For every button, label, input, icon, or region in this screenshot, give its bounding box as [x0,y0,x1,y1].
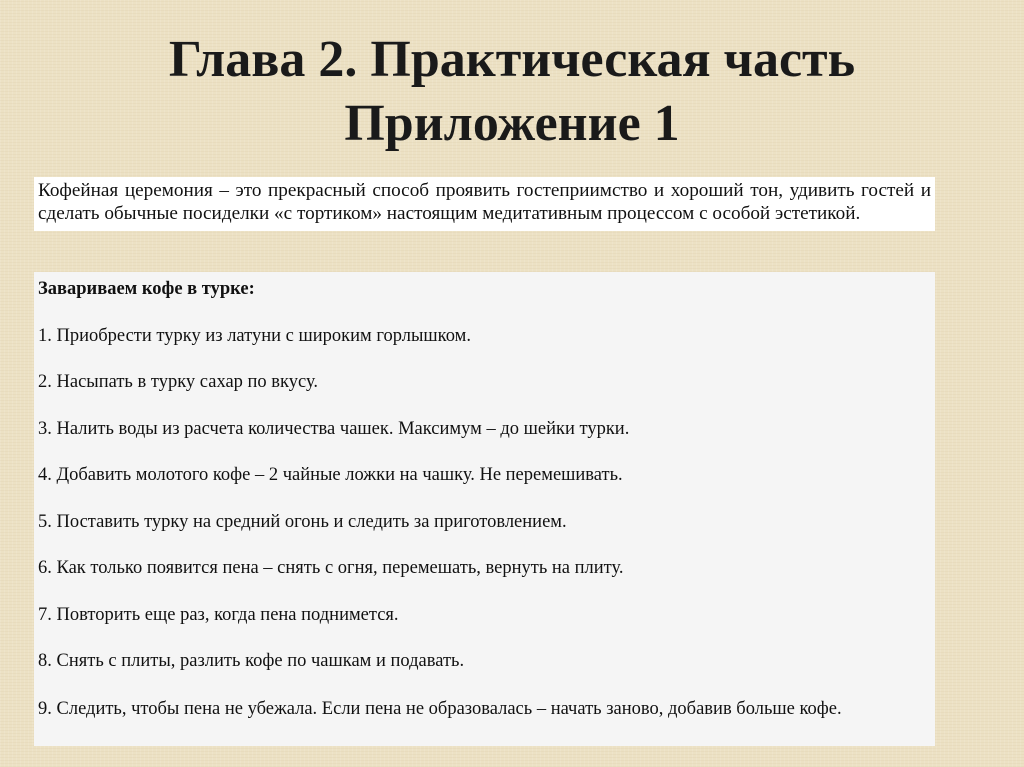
recipe-heading: Завариваем кофе в турке: [38,279,255,299]
slide-title-line-1: Глава 2. Практическая часть [168,31,856,88]
recipe-step-2: 2. Насыпать в турку сахар по вкусу. [38,372,319,392]
recipe-step-1: 1. Приобрести турку из латуни с широким горлышком. [38,325,471,346]
recipe-step-6: 6. Как только появится пена – снять с огня, перемешать, вернуть на плиту. [38,558,624,578]
recipe-step-7: 7. Повторить еще раз, когда пена поднимется. [38,604,399,625]
recipe-step-5: 5. Поставить турку на средний огонь и следить за приготовлением. [38,511,567,532]
recipe-step-9: 9. Следить, чтобы пена не убежала. Если пена не образовалась – начать заново, добавив больше кофе. [38,699,842,719]
recipe-step-3: 3. Налить воды из расчета количества чашек. Максимум – до шейки турки. [38,418,630,439]
slide-title [0,28,1024,156]
recipe-step-8: 8. Снять с плиты, разлить кофе по чашкам и подавать. [38,651,465,671]
recipe-step-4: 4. Добавить молотого кофе – 2 чайные ложки на чашку. Не перемешивать. [38,465,623,485]
slide-title-line-2: Приложение 1 [344,95,680,152]
intro-paragraph: Кофейная церемония – это прекрасный способ проявить гостеприимство и хороший тон, удивить гостей и сделать обычные посиделки «с тортиком» настоящим медитативным процессом с особой эстетикой. [34,177,935,231]
recipe-steps-box [34,272,935,746]
